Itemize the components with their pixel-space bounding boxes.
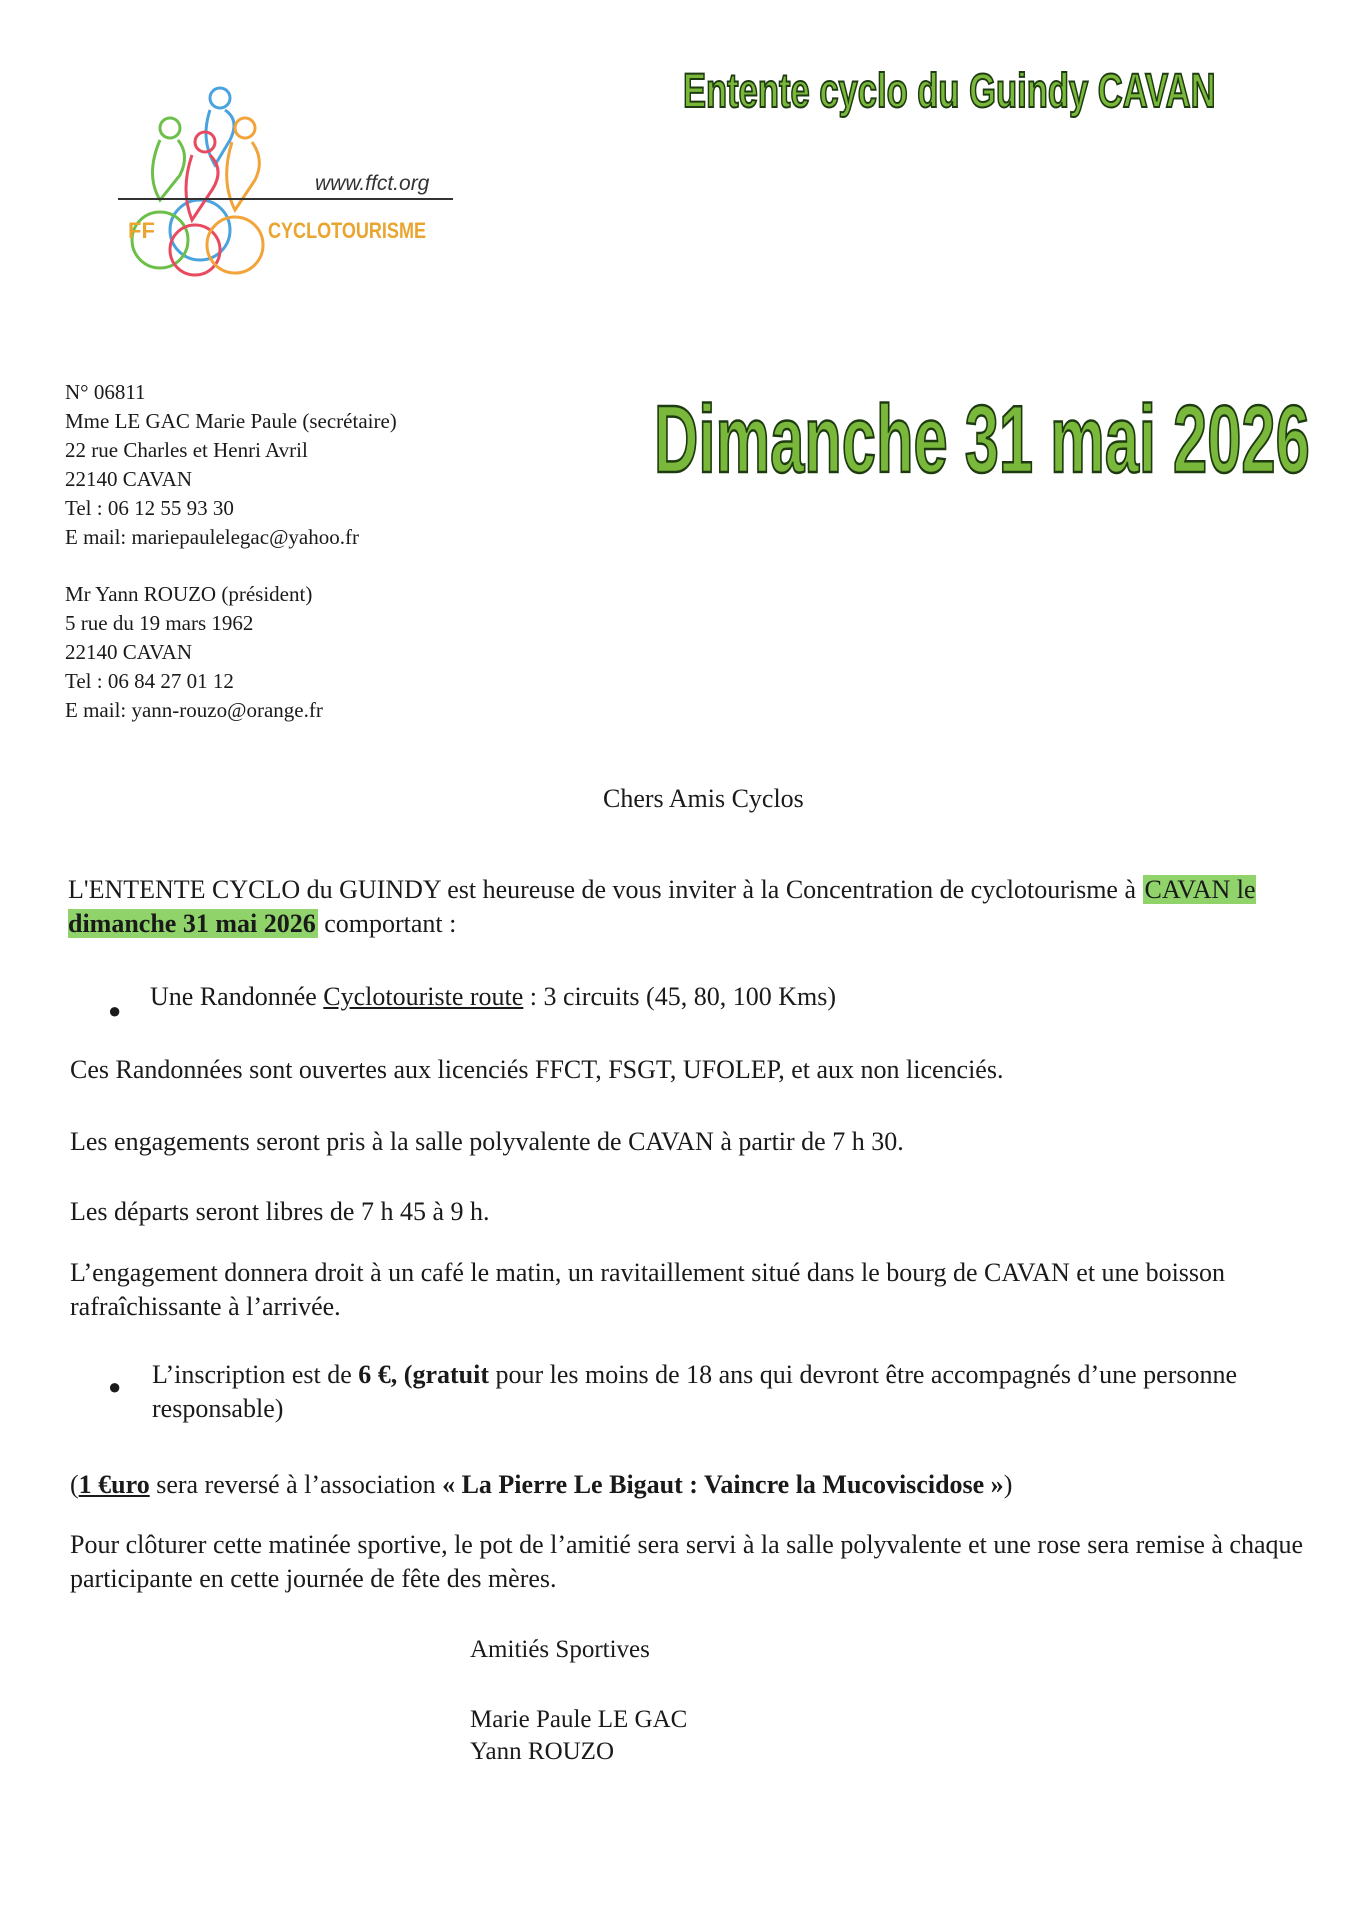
rando-item [150,980,836,1014]
signer-secretary: Marie Paule LE GAC [470,1706,688,1733]
bullet-icon: ● [108,1374,122,1399]
donation-paragraph [70,1468,1012,1502]
ffct-logo [110,80,470,280]
president-address [65,580,323,725]
logo-url: www.ffct.org [315,172,430,195]
intro-text-a: L'ENTENTE CYCLO du GUINDY est heureuse de vous inviter à la Concentration de cyclotourisme à [68,875,1143,904]
rando-type: Cyclotouriste route [323,982,524,1011]
open-paragraph: Ces Randonnées sont ouvertes aux licenciés FFCT, FSGT, UFOLEP, et aux non licenciés. [70,1055,1004,1084]
secretary-email: E mail: mariepaulelegac@yahoo.fr [65,525,359,549]
president-name: Mr Yann ROUZO (président) [65,582,313,606]
cyclists-logo-icon [130,80,320,280]
donation-close: ) [1003,1470,1013,1499]
departs-paragraph: Les départs seront libres de 7 h 45 à 9 h. [70,1197,490,1226]
president-tel: Tel : 06 84 27 01 12 [65,669,234,693]
intro-paragraph [68,873,1308,941]
salutation: Amitiés Sportives [470,1636,650,1663]
inscription-text-b: pour les moins de 18 ans qui devront être accompagnés d’une personne responsable) [152,1360,1238,1423]
club-number: N° 06811 [65,380,146,404]
logo-divider [118,198,453,200]
closing-paragraph: Pour clôturer cette matinée sportive, le pot de l’amitié sera servi à la salle polyvalente et une rose sera remise à chaque participante en cette journée de fête des mères. [70,1530,1304,1593]
donation-association: « La Pierre Le Bigaut : Vaincre la Mucoviscidose » [442,1470,1004,1499]
inscription-text-a: L’inscription est de [152,1360,359,1389]
engagements-paragraph: Les engagements seront pris à la salle polyvalente de CAVAN à partir de 7 h 30. [70,1127,904,1156]
intro-date: dimanche 31 mai 2026 [68,909,316,938]
donation-open: ( [70,1470,79,1499]
secretary-address [65,378,397,552]
signature-block [470,1704,687,1768]
secretary-street: 22 rue Charles et Henri Avril [65,438,308,462]
donation-text: sera reversé à l’association [149,1470,443,1499]
intro-text-b: comportant : [317,909,457,938]
logo-ff: FF [128,218,155,243]
president-city: 22140 CAVAN [65,640,193,664]
rando-text-b: : 3 circuits (45, 80, 100 Kms) [523,982,836,1011]
secretary-name: Mme LE GAC Marie Paule (secrétaire) [65,409,397,433]
intro-place: CAVAN le [1144,875,1256,904]
bullet-icon: ● [108,998,122,1023]
donation-amount: 1 €uro [78,1470,150,1499]
president-email: E mail: yann-rouzo@orange.fr [65,698,323,722]
greeting: Chers Amis Cyclos [603,784,804,813]
droit-paragraph: L’engagement donnera droit à un café le matin, un ravitaillement situé dans le bourg de CAVAN et une boisson rafraîchissante à l’arrivée. [70,1258,1226,1321]
president-street: 5 rue du 19 mars 1962 [65,611,254,635]
rando-text-a: Une Randonnée [150,982,324,1011]
logo-cyclotourisme: CYCLOTOURISME [268,218,427,243]
secretary-city: 22140 CAVAN [65,467,193,491]
club-title: Entente cyclo du Guindy CAVAN [683,65,1216,118]
inscription-price: 6 €, (gratuit [358,1360,489,1389]
event-date-title: Dimanche 31 mai 2026 [654,386,1310,493]
inscription-item [152,1358,1302,1426]
secretary-tel: Tel : 06 12 55 93 30 [65,496,234,520]
signer-president: Yann ROUZO [470,1738,615,1765]
